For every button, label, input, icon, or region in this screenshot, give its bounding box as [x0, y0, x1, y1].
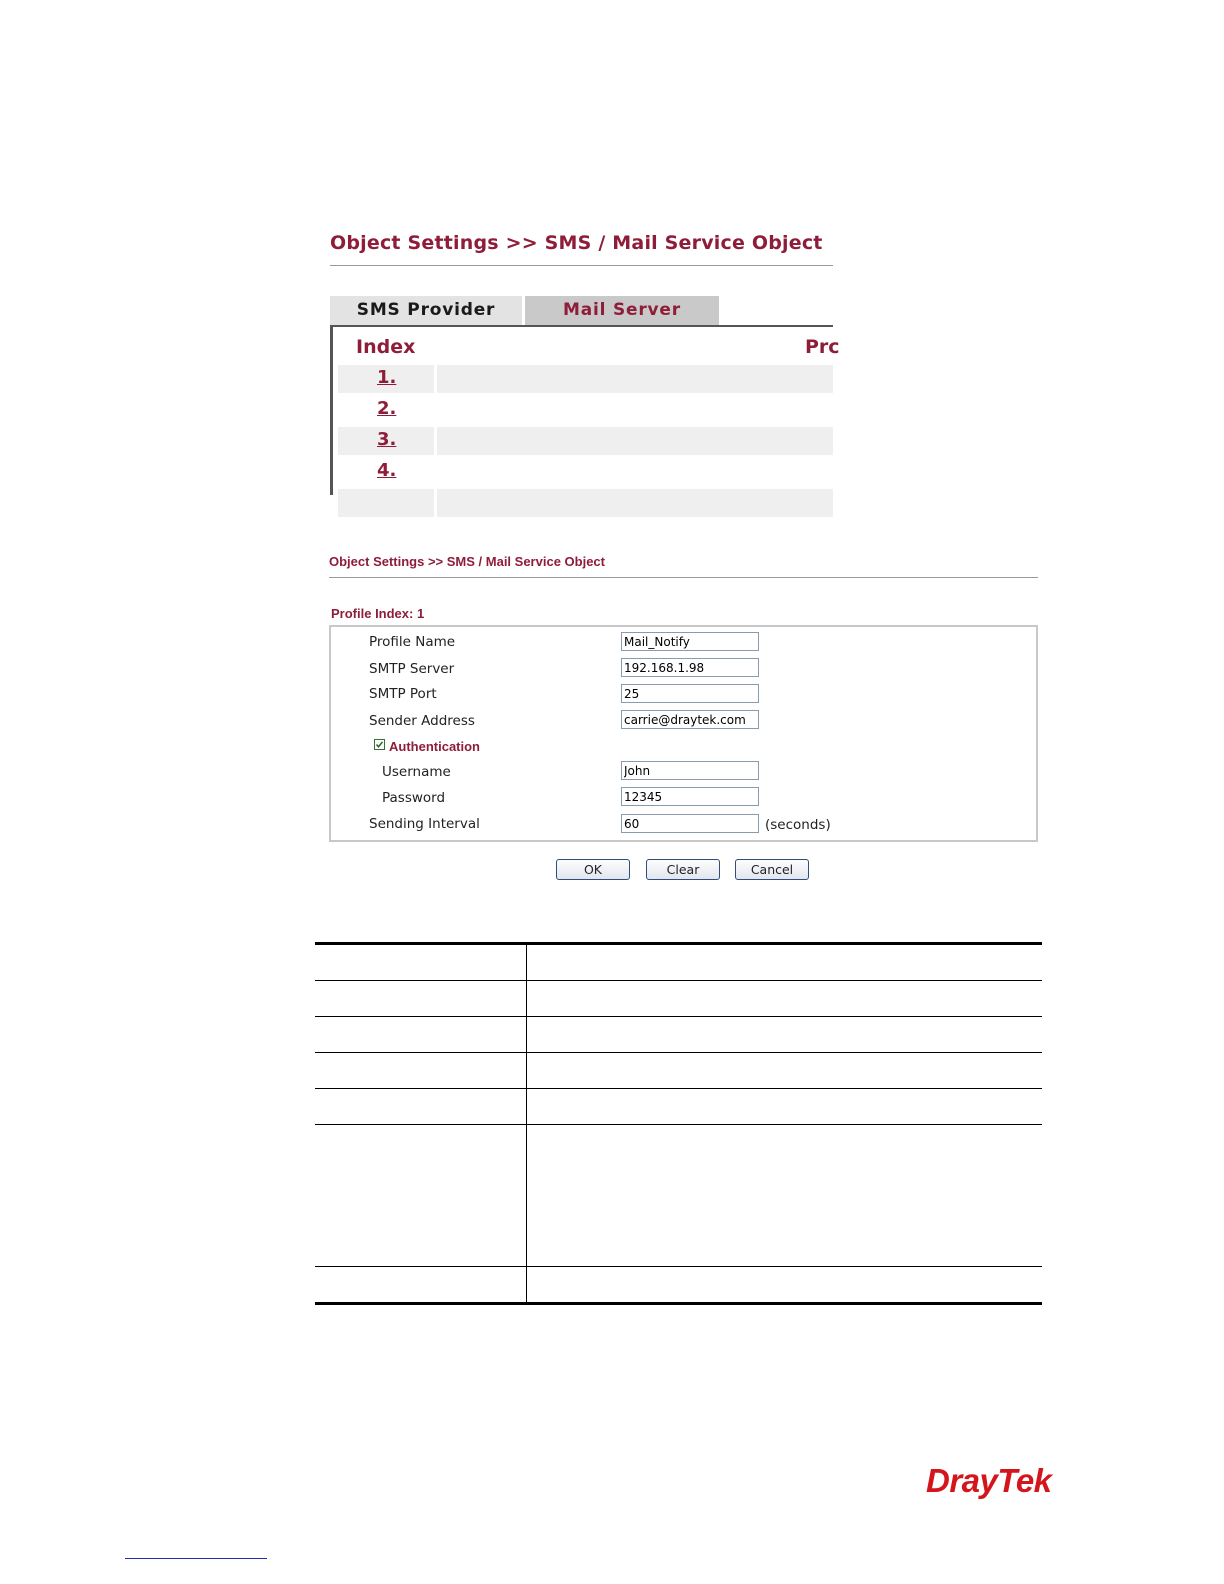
description-table	[315, 942, 1042, 1305]
smtp-server-label: SMTP Server	[369, 661, 455, 677]
panel-border-left	[330, 325, 333, 495]
index-link-3[interactable]: 3.	[377, 429, 397, 450]
page-title: Object Settings >> SMS / Mail Service Object	[330, 232, 823, 254]
password-input[interactable]	[621, 787, 759, 806]
index-link-1[interactable]: 1.	[377, 367, 397, 388]
sending-interval-input[interactable]	[621, 814, 759, 833]
table-row	[338, 365, 833, 393]
table-row	[338, 458, 833, 486]
draytek-logo: DrayTek	[926, 1462, 1052, 1499]
mail-server-list-screenshot	[330, 228, 840, 494]
clear-button[interactable]: Clear	[646, 859, 720, 880]
table-row	[338, 427, 833, 455]
seconds-unit-label: (seconds)	[765, 817, 831, 833]
panel-border-top	[330, 325, 833, 327]
password-label: Password	[382, 790, 446, 806]
smtp-server-input[interactable]	[621, 658, 759, 677]
form-page-title: Object Settings >> SMS / Mail Service Object	[329, 554, 605, 569]
table-row	[338, 489, 833, 517]
authentication-label: Authentication	[389, 739, 480, 754]
footer-rule	[125, 1558, 267, 1559]
authentication-checkbox[interactable]	[374, 739, 385, 750]
profile-name-label: Profile Name	[369, 634, 456, 650]
tab-sms-provider[interactable]: SMS Provider	[330, 296, 522, 325]
sending-interval-label: Sending Interval	[369, 816, 480, 832]
profile-index-label: Profile Index: 1	[331, 606, 425, 621]
index-link-2[interactable]: 2.	[377, 398, 397, 419]
ok-button[interactable]: OK	[556, 859, 630, 880]
checkmark-icon	[375, 740, 384, 749]
smtp-port-label: SMTP Port	[369, 686, 437, 702]
tab-mail-server[interactable]: Mail Server	[525, 296, 719, 325]
username-input[interactable]	[621, 761, 759, 780]
index-link-4[interactable]: 4.	[377, 460, 397, 481]
mail-server-profile-screenshot	[329, 550, 1038, 885]
sender-address-input[interactable]	[621, 710, 759, 729]
form-title-divider	[329, 577, 1038, 578]
title-divider	[330, 265, 833, 266]
column-header-index: Index	[356, 336, 416, 358]
column-header-profile: Prc	[805, 336, 840, 358]
table-row	[338, 396, 833, 424]
cancel-button[interactable]: Cancel	[735, 859, 809, 880]
username-label: Username	[382, 764, 451, 780]
smtp-port-input[interactable]	[621, 684, 759, 703]
sender-address-label: Sender Address	[369, 713, 475, 729]
profile-name-input[interactable]	[621, 632, 759, 651]
